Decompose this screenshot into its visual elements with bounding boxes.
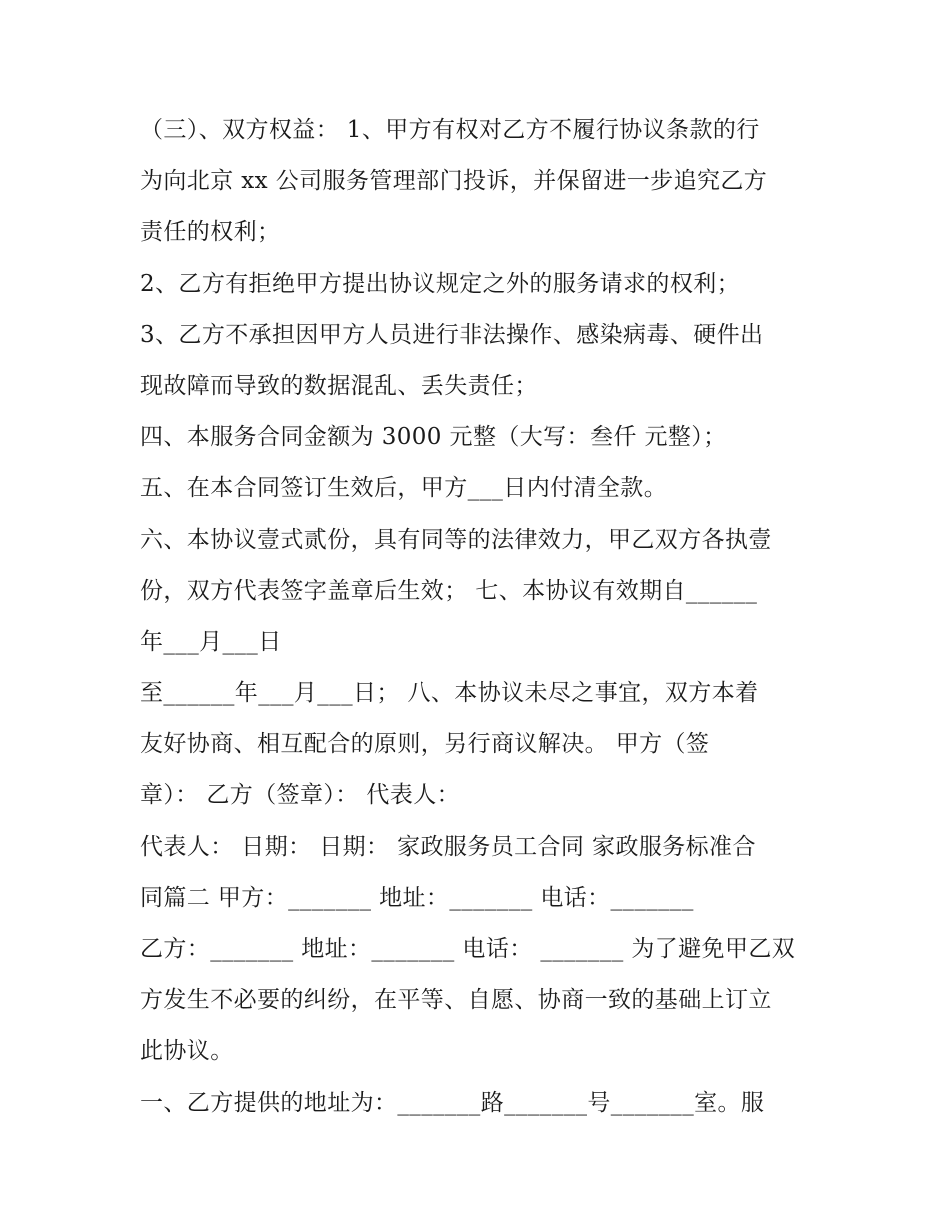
text-line: 3、乙方不承担因甲方人员进行非法操作、感染病毒、硬件出 (140, 321, 764, 348)
contract-text (140, 105, 830, 1129)
text-line: 此协议。 (140, 1038, 234, 1065)
text-line: 2、乙方有拒绝甲方提出协议规定之外的服务请求的权利； (140, 270, 741, 297)
text-line: 五、在本合同签订生效后，甲方___日内付清全款。 (140, 475, 668, 502)
text-line: 代表人： 日期： 日期： 家政服务员工合同 家政服务标准合 (140, 833, 756, 860)
text-line: 责任的权利； (140, 219, 281, 246)
text-line: （三）、双方权益： 1、甲方有权对乙方不履行协议条款的行 (140, 117, 760, 143)
text-line: 六、本协议壹式贰份，具有同等的法律效力，甲乙双方各执壹 (140, 526, 772, 553)
text-line: 四、本服务合同金额为 3000 元整（大写：叁仟 元整）； (140, 424, 727, 451)
text-line: 同篇二 甲方：_______ 地址：_______ 电话：_______ (140, 884, 694, 911)
text-line: 方发生不必要的纠纷，在平等、自愿、协商一致的基础上订立 (140, 987, 772, 1014)
text-line: 现故障而导致的数据混乱、丢失责任； (140, 372, 538, 399)
text-line: 份，双方代表签字盖章后生效； 七、本协议有效期自______ (140, 577, 758, 604)
text-line: 为向北京 xx 公司服务管理部门投诉，并保留进一步追究乙方 (140, 168, 768, 195)
text-line: 乙方：_______ 地址：_______ 电话： _______ 为了避免甲乙双 (140, 936, 796, 962)
text-line: 友好协商、相互配合的原则，另行商议解决。 甲方（签 (140, 731, 710, 758)
text-line: 至______年___月___日； 八、本协议未尽之事宜，双方本着 (140, 680, 759, 707)
text-line: 年___月___日 (140, 628, 282, 655)
text-line: 一、乙方提供的地址为：_______路_______号_______室。服 (140, 1089, 765, 1116)
text-line: 章）： 乙方（签章）： 代表人： (140, 782, 461, 809)
